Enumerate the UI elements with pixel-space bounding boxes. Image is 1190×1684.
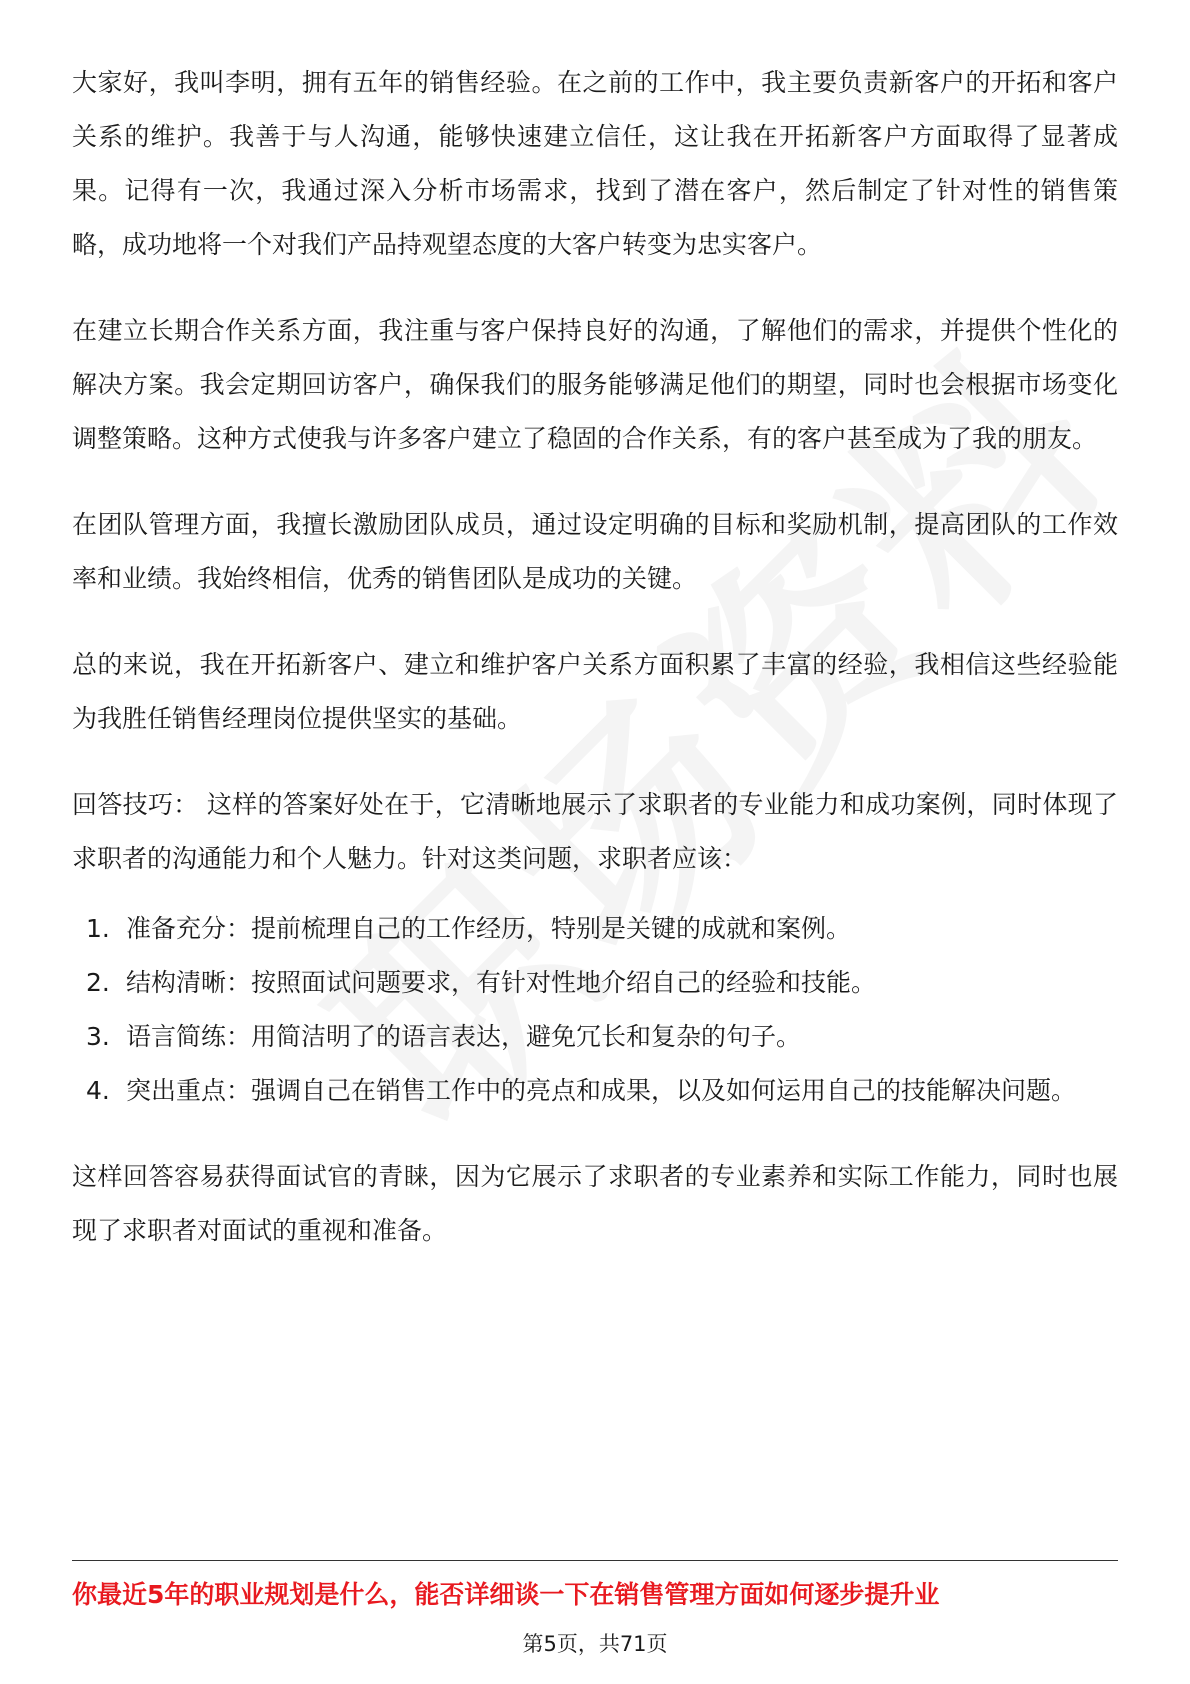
- closing-paragraph: 这样回答容易获得面试官的青睐，因为它展示了求职者的专业素养和实际工作能力，同时也展现了求职者对面试的重视和准备。: [72, 1162, 1118, 1245]
- list-number: 3.: [86, 1022, 110, 1051]
- list-item-text: 突出重点：强调自己在销售工作中的亮点和成果，以及如何运用自己的技能解决问题。: [126, 1076, 1077, 1105]
- tips-list-item: [72, 902, 1118, 956]
- list-number: 1.: [86, 914, 110, 943]
- list-number: 2.: [86, 968, 110, 997]
- next-question-heading: 你最近5年的职业规划是什么，能否详细谈一下在销售管理方面如何逐步提升业: [72, 1580, 940, 1609]
- document-body: [72, 56, 1118, 1258]
- page-footer: 第5页，共71页: [522, 1632, 668, 1656]
- section-divider: [72, 1560, 1118, 1561]
- tips-list-item: [72, 1010, 1118, 1064]
- list-item-text: 语言简练：用简洁明了的语言表达，避免冗长和复杂的句子。: [126, 1022, 802, 1051]
- tips-list: [72, 902, 1118, 1118]
- list-item-text: 准备充分：提前梳理自己的工作经历，特别是关键的成就和案例。: [126, 914, 852, 943]
- answer-paragraph-3: 在团队管理方面，我擅长激励团队成员，通过设定明确的目标和奖励机制，提高团队的工作效率和业绩。我始终相信，优秀的销售团队是成功的关键。: [72, 510, 1118, 593]
- list-item-text: 结构清晰：按照面试问题要求，有针对性地介绍自己的经验和技能。: [126, 968, 877, 997]
- tips-list-item: [72, 1064, 1118, 1118]
- answer-paragraph-4: 总的来说，我在开拓新客户、建立和维护客户关系方面积累了丰富的经验，我相信这些经验能为我胜任销售经理岗位提供坚实的基础。: [72, 650, 1118, 733]
- answer-paragraph-2: 在建立长期合作关系方面，我注重与客户保持良好的沟通，了解他们的需求，并提供个性化的解决方案。我会定期回访客户，确保我们的服务能够满足他们的期望，同时也会根据市场变化调整策略。这种方式使我与许多客户建立了稳固的合作关系，有的客户甚至成为了我的朋友。: [72, 316, 1118, 453]
- answer-paragraph-1: 大家好，我叫李明，拥有五年的销售经验。在之前的工作中，我主要负责新客户的开拓和客户关系的维护。我善于与人沟通，能够快速建立信任，这让我在开拓新客户方面取得了显著成果。记得有一次，我通过深入分析市场需求，找到了潜在客户，然后制定了针对性的销售策略，成功地将一个对我们产品持观望态度的大客户转变为忠实客户。: [72, 68, 1118, 259]
- tips-list-item: [72, 956, 1118, 1010]
- tips-intro: 回答技巧： 这样的答案好处在于，它清晰地展示了求职者的专业能力和成功案例，同时体现了求职者的沟通能力和个人魅力。针对这类问题，求职者应该：: [72, 790, 1118, 873]
- list-number: 4.: [86, 1076, 110, 1105]
